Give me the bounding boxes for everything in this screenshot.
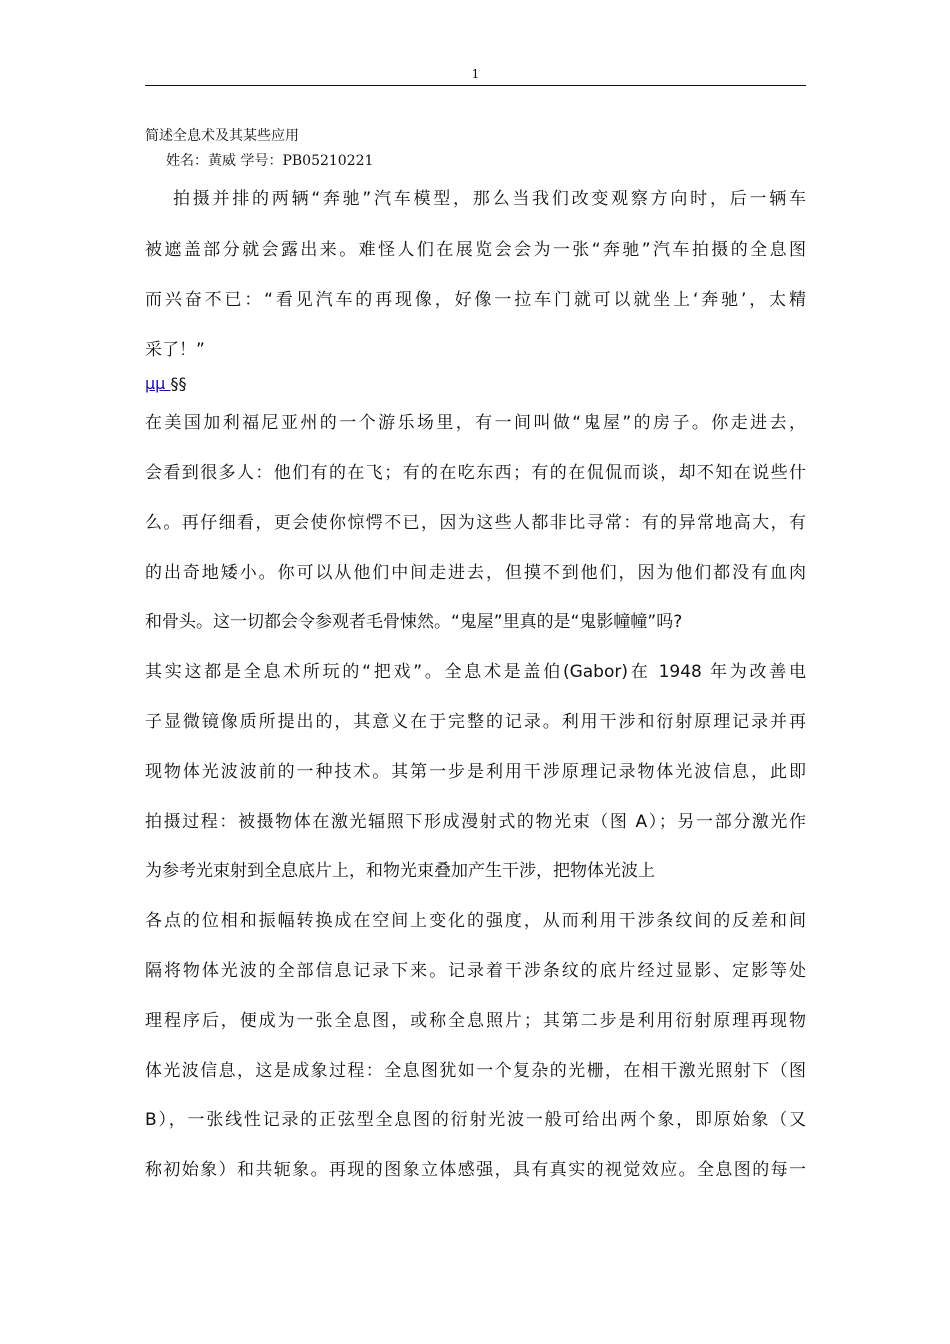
document-title: 简述全息术及其某些应用	[145, 128, 299, 144]
anchor-link[interactable]: μμ	[145, 374, 171, 393]
text-line: 和骨头。这一切都会令参观者毛骨悚然。“鬼屋”里真的是“鬼影幢幢”吗?	[145, 612, 683, 632]
text-line: 的出奇地矮小。你可以从他们中间走进去，但摸不到他们，因为他们都没有血肉	[145, 563, 806, 583]
text-line: 会看到很多人：他们有的在飞；有的在吃东西；有的在侃侃而谈，却不知在说些什	[145, 463, 806, 483]
text-line: 被遮盖部分就会露出来。难怪人们在展览会会为一张“奔驰”汽车拍摄的全息图	[145, 240, 806, 260]
text-line: 而兴奋不已：“看见汽车的再现像，好像一拉车门就可以就坐上‘奔驰’，太精	[145, 290, 806, 310]
text-line: 拍摄并排的两辆“奔驰”汽车模型，那么当我们改变观察方向时，后一辆车	[173, 189, 806, 209]
text-line: 称初始象）和共轭象。再现的图象立体感强，具有真实的视觉效应。全息图的每一	[145, 1160, 806, 1180]
header-rule	[145, 85, 806, 86]
page-header	[145, 66, 806, 86]
text-line: 么。再仔细看，更会使你惊愕不已，因为这些人都非比寻常：有的异常地高大，有	[145, 513, 806, 533]
text-line: 隔将物体光波的全部信息记录下来。记录着干涉条纹的底片经过显影、定影等处	[145, 961, 806, 981]
text-line: 各点的位相和振幅转换成在空间上变化的强度，从而利用干涉条纹间的反差和间	[145, 911, 806, 931]
text-line: 现物体光波波前的一种技术。其第一步是利用干涉原理记录物体光波信息，此即	[145, 762, 806, 782]
text-line: 在美国加利福尼亚州的一个游乐场里，有一间叫做“鬼屋”的房子。你走进去，	[145, 413, 806, 433]
text-line: 其实这都是全息术所玩的“把戏”。全息术是盖伯(Gabor)在 1948 年为改善电	[145, 662, 806, 682]
text-line: 采了！”	[145, 340, 205, 360]
page-number: 1	[471, 67, 480, 81]
text-line: 为参考光束射到全息底片上，和物光束叠加产生干涉，把物体光波上	[145, 861, 655, 881]
text-line: 拍摄过程：被摄物体在激光辐照下形成漫射式的物光束（图 A）；另一部分激光作	[145, 812, 806, 832]
text-line: 体光波信息，这是成象过程：全息图犹如一个复杂的光栅，在相干激光照射下（图	[145, 1061, 806, 1081]
text-line: 理程序后，便成为一张全息图，或称全息照片；其第二步是利用衍射原理再现物	[145, 1011, 806, 1031]
anchor-line	[145, 373, 186, 395]
text-line: B），一张线性记录的正弦型全息图的衍射光波一般可给出两个象，即原始象（又	[145, 1110, 806, 1130]
author-line: 姓名：黄威 学号：PB05210221	[166, 153, 374, 169]
section-symbol: §§	[170, 374, 187, 393]
text-line: 子显微镜像质所提出的，其意义在于完整的记录。利用干涉和衍射原理记录并再	[145, 712, 806, 732]
